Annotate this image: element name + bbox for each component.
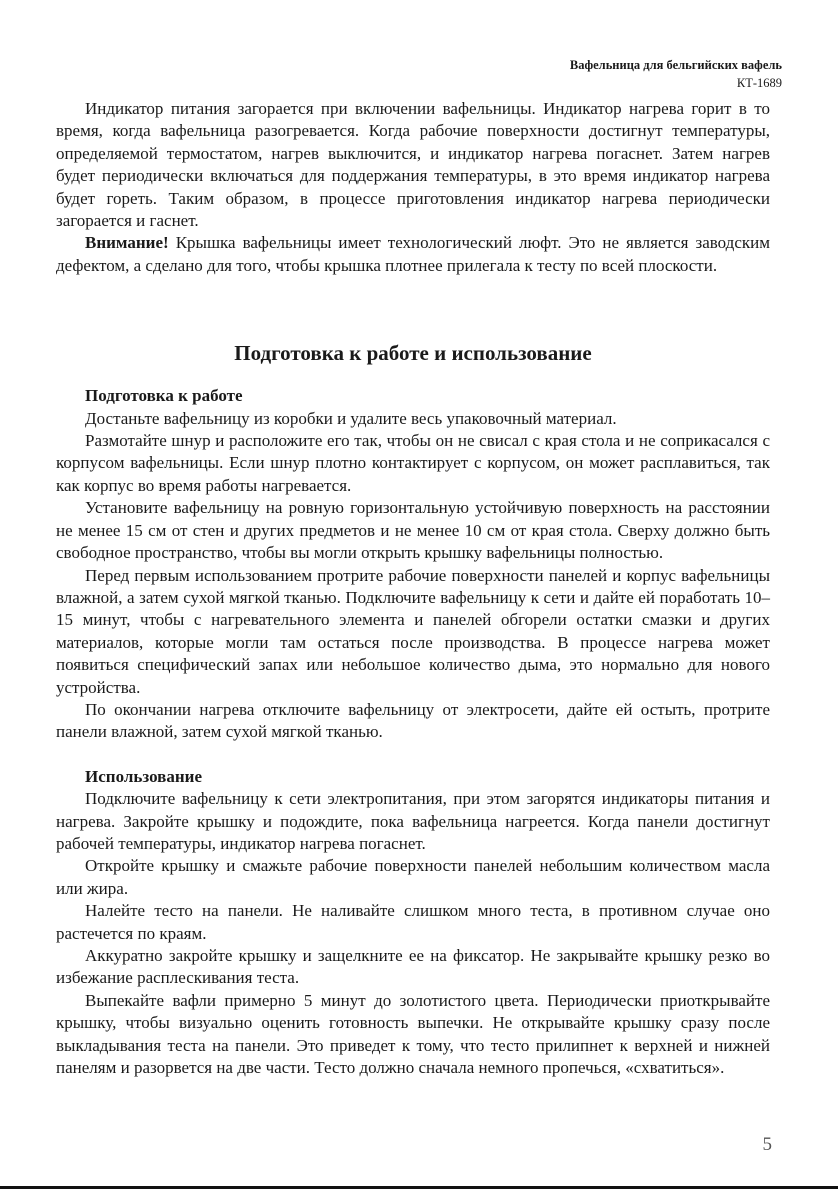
preparation-paragraph: Перед первым использованием протрите рабочие поверхности панелей и корпус вафельницы влажной, а затем сухой мягкой тканью. Подключите вафельницу к сети и дайте ей поработать 10–15 минут, чтобы с нагревательного элемента и панелей обгорели остатки смазки и других материалов, которые могли там остаться после производства. В процессе нагрева может появиться специфический запах или небольшое количество дыма, это нормально для нового устройства. <box>56 565 770 697</box>
page-content <box>56 98 770 1079</box>
running-header <box>570 56 782 92</box>
preparation-paragraph: Установите вафельницу на ровную горизонтальную устойчивую поверхность на расстоянии не менее 15 см от стен и других предметов и не менее 10 см от края стола. Сверху должно быть свободное пространство, чтобы вы могли открыть крышку вафельницы полностью. <box>56 498 770 563</box>
preparation-heading: Подготовка к работе <box>85 386 243 406</box>
section-title: Подготовка к работе и использование <box>234 341 592 366</box>
usage-paragraph: Подключите вафельницу к сети электропитания, при этом загорятся индикаторы питания и нагрева. Закройте крышку и подождите, пока вафельница нагреется. Когда панели достигнут рабочей температуры, индикатор нагрева погаснет. <box>56 789 770 853</box>
preparation-paragraph: Размотайте шнур и расположите его так, чтобы он не свисал с края стола и не соприкасался с корпусом вафельницы. Если шнур плотно контактирует с корпусом, он может расплавиться, так как корпус во время работы нагревается. <box>56 431 770 495</box>
warning-text: Крышка вафельницы имеет технологический люфт. Это не является заводским дефектом, а сделано для того, чтобы крышка плотнее прилегала к тесту по всей плоскости. <box>56 233 770 275</box>
preparation-paragraph: Достаньте вафельницу из коробки и удалите весь упаковочный материал. <box>85 408 617 428</box>
preparation-paragraph: По окончании нагрева отключите вафельницу от электросети, дайте ей остыть, протрите панели влажной, затем сухой мягкой тканью. <box>56 699 770 742</box>
usage-paragraph: Аккуратно закройте крышку и защелкните ее на фиксатор. Не закрывайте крышку резко во избежание расплескивания теста. <box>56 946 770 988</box>
usage-heading: Использование <box>85 766 202 786</box>
usage-paragraph: Налейте тесто на панели. Не наливайте слишком много теста, в противном случае оно растечется по краям. <box>56 901 770 943</box>
header-title: Вафельница для бельгийских вафель <box>569 58 782 72</box>
page-number: 5 <box>762 1134 772 1155</box>
usage-paragraph: Откройте крышку и смажьте рабочие поверхности панелей небольшим количеством масла или жира. <box>56 856 770 898</box>
intro-paragraph: Индикатор питания загорается при включении вафельницы. Индикатор нагрева горит в то время, когда вафельница разогревается. Когда рабочие поверхности достигнут температуры, определяемой термостатом, нагрев выключится, и индикатор нагрева погаснет. Затем нагрев будет периодически включаться для поддержания температуры, в это время индикатор нагрева будет гореть. Таким образом, в процессе приготовления индикатор нагрева периодически загорается и гаснет. <box>56 99 770 231</box>
warning-paragraph <box>56 232 770 277</box>
bottom-rule <box>0 1186 838 1189</box>
warning-label: Внимание! <box>85 233 169 253</box>
usage-paragraph: Выпекайте вафли примерно 5 минут до золотистого цвета. Периодически приоткрывайте крышку, чтобы визуально оценить готовность выпечки. Не открывайте крышку сразу после выкладывания теста на панели. Это приведет к тому, что тесто прилипнет к верхней и нижней панелям и разорвется на две части. Тесто должно сначала немного пропечься, «схватиться». <box>56 990 770 1078</box>
header-model: КТ-1689 <box>736 76 782 90</box>
